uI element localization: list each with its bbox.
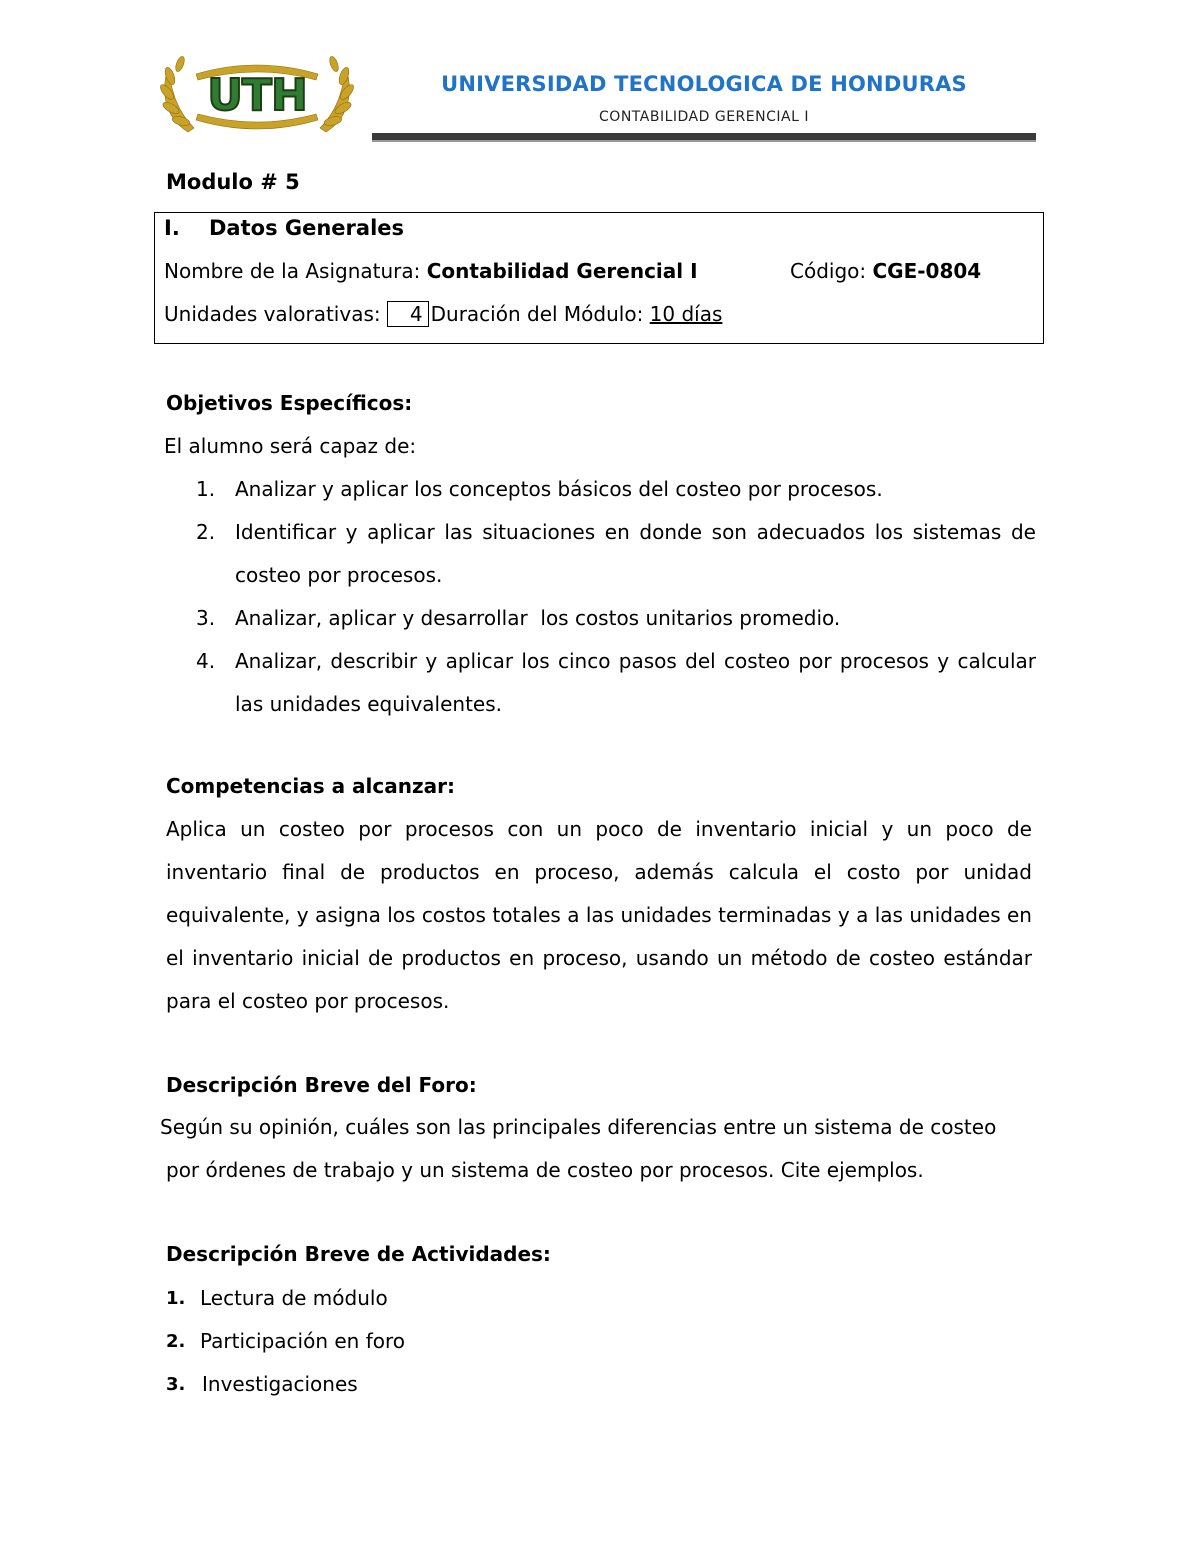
section-heading-text: Datos Generales	[209, 216, 405, 240]
asignatura-label: Nombre de la Asignatura:	[164, 259, 427, 283]
item-text: Participación en foro	[200, 1329, 405, 1353]
list-item	[196, 640, 1036, 726]
item-number: 1.	[166, 1288, 186, 1309]
codigo-field	[790, 259, 981, 283]
list-item	[166, 1363, 405, 1406]
uth-logo	[158, 46, 356, 140]
unidades-label: Unidades valorativas:	[164, 302, 381, 326]
unidades-value-box: 4	[387, 301, 429, 327]
foro-title: Descripción Breve del Foro:	[166, 1073, 477, 1097]
subject-subtitle: CONTABILIDAD GERENCIAL I	[599, 109, 809, 125]
item-number: 4.	[196, 649, 216, 673]
header-divider	[372, 133, 1036, 142]
university-title: UNIVERSIDAD TECNOLOGICA DE HONDURAS	[441, 72, 967, 96]
unidades-row	[164, 302, 722, 329]
list-item	[196, 511, 1036, 597]
item-text: Analizar, describir y aplicar los cinco pasos del costeo por procesos y calcular las unidades equivalentes.	[235, 649, 1036, 716]
asignatura-row	[164, 259, 698, 283]
item-number: 3.	[196, 606, 216, 630]
item-text: Investigaciones	[202, 1372, 358, 1396]
datos-generales-heading	[164, 216, 404, 240]
list-item	[166, 1320, 405, 1363]
asignatura-value: Contabilidad Gerencial I	[426, 259, 698, 283]
foro-line-2: por órdenes de trabajo y un sistema de costeo por procesos. Cite ejemplos.	[166, 1158, 924, 1182]
item-text: Lectura de módulo	[200, 1286, 388, 1310]
list-item	[166, 1277, 405, 1320]
list-item	[196, 468, 1036, 511]
logo-text: UTH	[207, 70, 307, 121]
item-number: 2.	[166, 1331, 186, 1352]
codigo-value: CGE-0804	[872, 259, 982, 283]
duracion-value: 10 días	[649, 302, 723, 326]
objetivos-intro: El alumno será capaz de:	[164, 434, 417, 458]
item-text: Analizar, aplicar y desarrollar los costos unitarios promedio.	[235, 606, 841, 630]
module-number: Modulo # 5	[166, 170, 300, 194]
duracion-label: Duración del Módulo:	[430, 302, 650, 326]
section-number: I.	[164, 216, 180, 240]
objetivos-title: Objetivos Específicos:	[166, 391, 413, 415]
codigo-label: Código:	[790, 259, 873, 283]
item-number: 1.	[196, 477, 216, 501]
actividades-title: Descripción Breve de Actividades:	[166, 1242, 551, 1266]
item-number: 3.	[166, 1374, 186, 1395]
objetivos-list	[196, 468, 1036, 726]
item-text: Analizar y aplicar los conceptos básicos del costeo por procesos.	[235, 477, 883, 501]
competencias-title: Competencias a alcanzar:	[166, 774, 455, 798]
foro-line-1: Según su opinión, cuáles son las principales diferencias entre un sistema de costeo	[160, 1115, 997, 1139]
competencias-text: Aplica un costeo por procesos con un poco de inventario inicial y un poco de inventario final de productos en proceso, además calcula el costo por unidad equivalente, y asigna los costos totales a las unidades terminadas y a las unidades en el inventario inicial de productos en proceso, usando un método de costeo estándar para el costeo por procesos.	[166, 817, 1032, 1013]
actividades-list	[166, 1277, 405, 1406]
list-item	[196, 597, 1036, 640]
item-text: Identificar y aplicar las situaciones en donde son adecuados los sistemas de costeo por procesos.	[235, 520, 1036, 587]
item-number: 2.	[196, 520, 216, 544]
